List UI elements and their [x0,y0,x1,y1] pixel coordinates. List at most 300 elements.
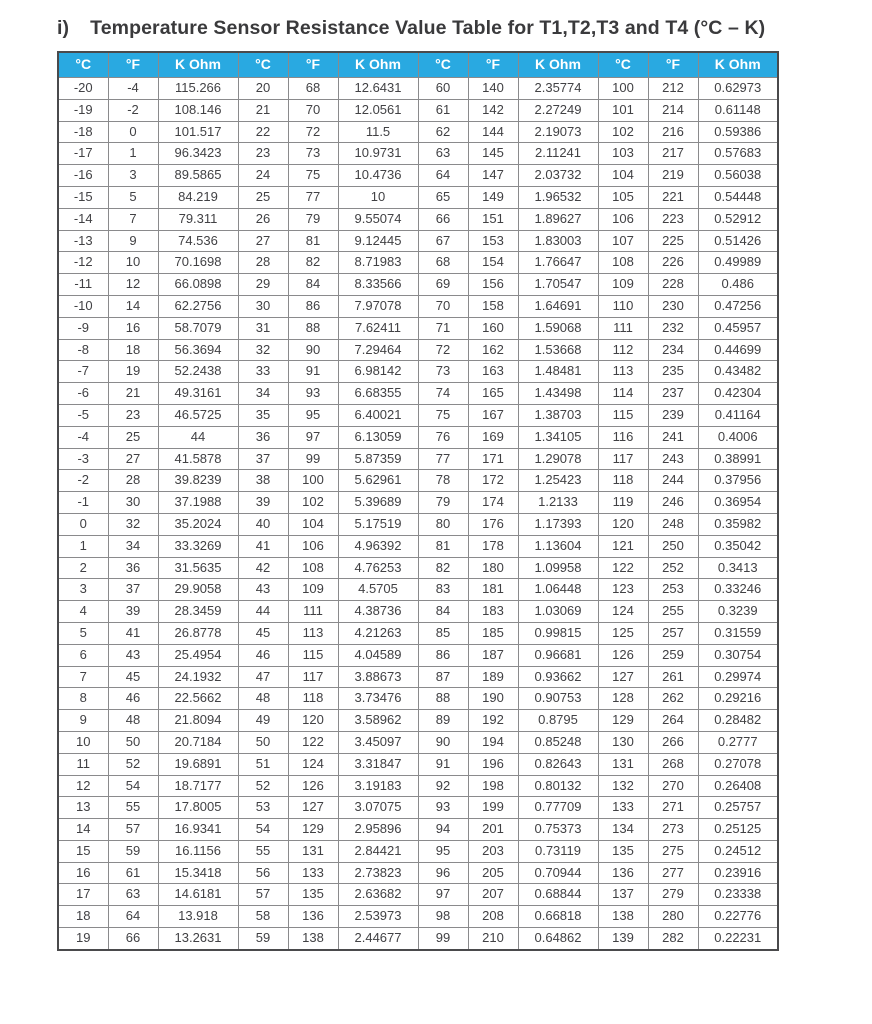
cell-kohm: 108.146 [158,99,238,121]
cell-celsius: 71 [418,317,468,339]
cell-kohm: 0.4006 [698,426,778,448]
cell-kohm: 1.43498 [518,383,598,405]
cell-kohm: 8.33566 [338,274,418,296]
cell-celsius: 49 [238,710,288,732]
cell-fahrenheit: 111 [288,601,338,623]
cell-kohm: 41.5878 [158,448,238,470]
cell-celsius: 126 [598,644,648,666]
cell-kohm: 37.1988 [158,492,238,514]
cell-celsius: 13 [58,797,108,819]
cell-fahrenheit: 216 [648,121,698,143]
column-header-fahrenheit-4: °F [648,52,698,78]
cell-fahrenheit: 163 [468,361,518,383]
cell-celsius: 65 [418,186,468,208]
cell-fahrenheit: 178 [468,535,518,557]
cell-kohm: 49.3161 [158,383,238,405]
cell-celsius: 46 [238,644,288,666]
table-body [58,78,778,950]
table-row [58,535,778,557]
cell-kohm: 15.3418 [158,862,238,884]
table-row [58,622,778,644]
cell-kohm: 0.35982 [698,513,778,535]
cell-kohm: 0.64862 [518,928,598,950]
cell-kohm: 101.517 [158,121,238,143]
cell-celsius: 91 [418,753,468,775]
cell-celsius: 129 [598,710,648,732]
column-header-kohm-3: K Ohm [518,52,598,78]
cell-celsius: 127 [598,666,648,688]
cell-fahrenheit: 59 [108,840,158,862]
cell-celsius: 74 [418,383,468,405]
cell-celsius: 85 [418,622,468,644]
cell-kohm: 70.1698 [158,252,238,274]
cell-kohm: 16.9341 [158,819,238,841]
cell-fahrenheit: 180 [468,557,518,579]
cell-fahrenheit: 271 [648,797,698,819]
cell-celsius: 116 [598,426,648,448]
cell-fahrenheit: 129 [288,819,338,841]
cell-kohm: 0.38991 [698,448,778,470]
cell-fahrenheit: 198 [468,775,518,797]
cell-fahrenheit: 147 [468,165,518,187]
cell-celsius: 36 [238,426,288,448]
cell-fahrenheit: 189 [468,666,518,688]
cell-kohm: 0.70944 [518,862,598,884]
cell-fahrenheit: 237 [648,383,698,405]
cell-fahrenheit: 154 [468,252,518,274]
table-row [58,448,778,470]
cell-fahrenheit: 113 [288,622,338,644]
column-header-fahrenheit-3: °F [468,52,518,78]
cell-fahrenheit: 64 [108,906,158,928]
cell-kohm: 24.1932 [158,666,238,688]
cell-fahrenheit: 41 [108,622,158,644]
table-row [58,753,778,775]
cell-kohm: 5.62961 [338,470,418,492]
cell-celsius: 112 [598,339,648,361]
cell-celsius: 70 [418,295,468,317]
cell-fahrenheit: 27 [108,448,158,470]
cell-celsius: 77 [418,448,468,470]
cell-kohm: 4.38736 [338,601,418,623]
cell-kohm: 4.5705 [338,579,418,601]
cell-fahrenheit: 270 [648,775,698,797]
cell-fahrenheit: 3 [108,165,158,187]
cell-kohm: 13.2631 [158,928,238,950]
table-row [58,165,778,187]
cell-celsius: 80 [418,513,468,535]
cell-fahrenheit: 226 [648,252,698,274]
cell-fahrenheit: 122 [288,731,338,753]
cell-celsius: 35 [238,404,288,426]
cell-fahrenheit: 232 [648,317,698,339]
cell-celsius: 78 [418,470,468,492]
cell-celsius: -1 [58,492,108,514]
cell-celsius: 81 [418,535,468,557]
cell-kohm: 1.17393 [518,513,598,535]
cell-fahrenheit: 18 [108,339,158,361]
table-row [58,862,778,884]
cell-kohm: 74.536 [158,230,238,252]
cell-kohm: 0.42304 [698,383,778,405]
cell-kohm: 52.2438 [158,361,238,383]
cell-kohm: 2.27249 [518,99,598,121]
cell-fahrenheit: 248 [648,513,698,535]
cell-kohm: 0.68844 [518,884,598,906]
table-row [58,78,778,100]
cell-celsius: 94 [418,819,468,841]
cell-fahrenheit: 117 [288,666,338,688]
cell-kohm: 0.43482 [698,361,778,383]
cell-kohm: 1.83003 [518,230,598,252]
cell-fahrenheit: 190 [468,688,518,710]
cell-kohm: 25.4954 [158,644,238,666]
cell-celsius: 56 [238,862,288,884]
cell-fahrenheit: 90 [288,339,338,361]
cell-celsius: 102 [598,121,648,143]
cell-kohm: 16.1156 [158,840,238,862]
cell-fahrenheit: 39 [108,601,158,623]
cell-celsius: 51 [238,753,288,775]
cell-celsius: 27 [238,230,288,252]
cell-fahrenheit: 235 [648,361,698,383]
cell-fahrenheit: -2 [108,99,158,121]
page-title [0,0,872,40]
table-row [58,906,778,928]
cell-celsius: 90 [418,731,468,753]
cell-fahrenheit: 207 [468,884,518,906]
cell-kohm: 2.63682 [338,884,418,906]
cell-celsius: 99 [418,928,468,950]
table-row [58,731,778,753]
cell-kohm: 79.311 [158,208,238,230]
cell-celsius: 68 [418,252,468,274]
cell-celsius: 29 [238,274,288,296]
cell-fahrenheit: 212 [648,78,698,100]
cell-celsius: -10 [58,295,108,317]
table-row [58,928,778,950]
table-row [58,317,778,339]
cell-fahrenheit: 91 [288,361,338,383]
cell-fahrenheit: -4 [108,78,158,100]
cell-fahrenheit: 63 [108,884,158,906]
cell-kohm: 4.96392 [338,535,418,557]
cell-fahrenheit: 225 [648,230,698,252]
cell-celsius: 124 [598,601,648,623]
cell-kohm: 12.6431 [338,78,418,100]
table-row [58,186,778,208]
cell-celsius: 41 [238,535,288,557]
cell-kohm: 6.98142 [338,361,418,383]
cell-fahrenheit: 181 [468,579,518,601]
cell-kohm: 0.28482 [698,710,778,732]
cell-fahrenheit: 165 [468,383,518,405]
cell-kohm: 0.61148 [698,99,778,121]
cell-kohm: 20.7184 [158,731,238,753]
cell-kohm: 1.64691 [518,295,598,317]
cell-kohm: 10.9731 [338,143,418,165]
cell-kohm: 0.30754 [698,644,778,666]
cell-celsius: -18 [58,121,108,143]
cell-celsius: -7 [58,361,108,383]
cell-kohm: 1.59068 [518,317,598,339]
cell-fahrenheit: 12 [108,274,158,296]
cell-fahrenheit: 172 [468,470,518,492]
cell-kohm: 8.71983 [338,252,418,274]
cell-celsius: -19 [58,99,108,121]
cell-kohm: 1.13604 [518,535,598,557]
cell-kohm: 2.53973 [338,906,418,928]
cell-celsius: 115 [598,404,648,426]
cell-kohm: 6.13059 [338,426,418,448]
cell-kohm: 0.24512 [698,840,778,862]
cell-kohm: 0.62973 [698,78,778,100]
cell-fahrenheit: 66 [108,928,158,950]
cell-fahrenheit: 208 [468,906,518,928]
cell-fahrenheit: 219 [648,165,698,187]
cell-fahrenheit: 169 [468,426,518,448]
cell-celsius: 50 [238,731,288,753]
title-index: i) [57,17,70,39]
cell-kohm: 3.88673 [338,666,418,688]
cell-celsius: 114 [598,383,648,405]
cell-fahrenheit: 104 [288,513,338,535]
cell-fahrenheit: 124 [288,753,338,775]
cell-fahrenheit: 95 [288,404,338,426]
cell-celsius: 138 [598,906,648,928]
cell-celsius: 82 [418,557,468,579]
cell-fahrenheit: 140 [468,78,518,100]
cell-celsius: 118 [598,470,648,492]
cell-celsius: 83 [418,579,468,601]
cell-kohm: 0.45957 [698,317,778,339]
cell-celsius: 16 [58,862,108,884]
cell-kohm: 0.59386 [698,121,778,143]
cell-celsius: 20 [238,78,288,100]
cell-fahrenheit: 151 [468,208,518,230]
cell-kohm: 10 [338,186,418,208]
cell-celsius: 117 [598,448,648,470]
cell-celsius: -2 [58,470,108,492]
cell-kohm: 5.87359 [338,448,418,470]
cell-kohm: 0.36954 [698,492,778,514]
cell-kohm: 6.68355 [338,383,418,405]
cell-fahrenheit: 21 [108,383,158,405]
cell-celsius: 40 [238,513,288,535]
cell-celsius: 128 [598,688,648,710]
cell-celsius: 134 [598,819,648,841]
cell-celsius: 30 [238,295,288,317]
cell-kohm: 2.44677 [338,928,418,950]
column-header-celsius-2: °C [238,52,288,78]
cell-fahrenheit: 199 [468,797,518,819]
cell-fahrenheit: 201 [468,819,518,841]
cell-kohm: 39.8239 [158,470,238,492]
cell-fahrenheit: 185 [468,622,518,644]
cell-fahrenheit: 279 [648,884,698,906]
column-header-celsius-4: °C [598,52,648,78]
cell-fahrenheit: 239 [648,404,698,426]
cell-fahrenheit: 115 [288,644,338,666]
cell-celsius: 98 [418,906,468,928]
cell-kohm: 0.96681 [518,644,598,666]
cell-fahrenheit: 70 [288,99,338,121]
cell-kohm: 89.5865 [158,165,238,187]
cell-kohm: 1.53668 [518,339,598,361]
cell-celsius: 17 [58,884,108,906]
cell-celsius: 31 [238,317,288,339]
cell-celsius: 44 [238,601,288,623]
cell-celsius: 105 [598,186,648,208]
cell-kohm: 2.03732 [518,165,598,187]
cell-fahrenheit: 280 [648,906,698,928]
cell-fahrenheit: 57 [108,819,158,841]
cell-kohm: 9.12445 [338,230,418,252]
cell-fahrenheit: 7 [108,208,158,230]
cell-fahrenheit: 45 [108,666,158,688]
cell-fahrenheit: 93 [288,383,338,405]
cell-celsius: 123 [598,579,648,601]
cell-kohm: 0.73119 [518,840,598,862]
cell-fahrenheit: 228 [648,274,698,296]
cell-kohm: 0.85248 [518,731,598,753]
cell-fahrenheit: 282 [648,928,698,950]
table-row [58,274,778,296]
cell-kohm: 0.57683 [698,143,778,165]
table-row [58,295,778,317]
cell-kohm: 13.918 [158,906,238,928]
cell-celsius: 119 [598,492,648,514]
cell-kohm: 6.40021 [338,404,418,426]
table-row [58,492,778,514]
cell-kohm: 0.2777 [698,731,778,753]
cell-kohm: 35.2024 [158,513,238,535]
cell-celsius: 43 [238,579,288,601]
cell-fahrenheit: 28 [108,470,158,492]
cell-kohm: 2.84421 [338,840,418,862]
cell-celsius: 6 [58,644,108,666]
cell-celsius: 58 [238,906,288,928]
cell-celsius: 139 [598,928,648,950]
cell-fahrenheit: 30 [108,492,158,514]
table-row [58,884,778,906]
cell-kohm: 0.31559 [698,622,778,644]
table-row [58,775,778,797]
cell-fahrenheit: 108 [288,557,338,579]
cell-kohm: 3.07075 [338,797,418,819]
cell-fahrenheit: 135 [288,884,338,906]
cell-celsius: -9 [58,317,108,339]
cell-fahrenheit: 156 [468,274,518,296]
cell-celsius: 107 [598,230,648,252]
cell-fahrenheit: 106 [288,535,338,557]
cell-kohm: 1.70547 [518,274,598,296]
cell-kohm: 1.34105 [518,426,598,448]
cell-kohm: 0.22776 [698,906,778,928]
cell-fahrenheit: 84 [288,274,338,296]
cell-celsius: 19 [58,928,108,950]
cell-fahrenheit: 160 [468,317,518,339]
cell-kohm: 46.5725 [158,404,238,426]
cell-celsius: 64 [418,165,468,187]
cell-celsius: 131 [598,753,648,775]
cell-celsius: 96 [418,862,468,884]
cell-celsius: -5 [58,404,108,426]
cell-celsius: 73 [418,361,468,383]
cell-kohm: 17.8005 [158,797,238,819]
cell-kohm: 0.52912 [698,208,778,230]
cell-kohm: 5.39689 [338,492,418,514]
cell-kohm: 0.77709 [518,797,598,819]
table-row [58,208,778,230]
cell-celsius: 92 [418,775,468,797]
cell-fahrenheit: 43 [108,644,158,666]
table-row [58,383,778,405]
cell-celsius: 47 [238,666,288,688]
cell-kohm: 0.51426 [698,230,778,252]
cell-kohm: 2.73823 [338,862,418,884]
cell-celsius: 32 [238,339,288,361]
cell-fahrenheit: 50 [108,731,158,753]
cell-fahrenheit: 268 [648,753,698,775]
cell-celsius: 37 [238,448,288,470]
cell-kohm: 11.5 [338,121,418,143]
cell-celsius: -6 [58,383,108,405]
cell-fahrenheit: 23 [108,404,158,426]
cell-celsius: 1 [58,535,108,557]
cell-fahrenheit: 72 [288,121,338,143]
cell-celsius: 55 [238,840,288,862]
cell-celsius: 101 [598,99,648,121]
cell-kohm: 0.29974 [698,666,778,688]
cell-fahrenheit: 52 [108,753,158,775]
cell-kohm: 19.6891 [158,753,238,775]
cell-fahrenheit: 174 [468,492,518,514]
cell-celsius: 84 [418,601,468,623]
cell-kohm: 0.80132 [518,775,598,797]
cell-celsius: 8 [58,688,108,710]
cell-kohm: 0.75373 [518,819,598,841]
cell-celsius: 75 [418,404,468,426]
cell-fahrenheit: 214 [648,99,698,121]
cell-fahrenheit: 230 [648,295,698,317]
cell-celsius: -11 [58,274,108,296]
cell-fahrenheit: 264 [648,710,698,732]
cell-kohm: 14.6181 [158,884,238,906]
cell-celsius: 62 [418,121,468,143]
cell-fahrenheit: 244 [648,470,698,492]
cell-celsius: 103 [598,143,648,165]
cell-fahrenheit: 79 [288,208,338,230]
cell-kohm: 10.4736 [338,165,418,187]
cell-kohm: 56.3694 [158,339,238,361]
cell-celsius: 2 [58,557,108,579]
cell-kohm: 1.25423 [518,470,598,492]
cell-celsius: 33 [238,361,288,383]
cell-kohm: 21.8094 [158,710,238,732]
cell-fahrenheit: 25 [108,426,158,448]
column-header-kohm-4: K Ohm [698,52,778,78]
cell-fahrenheit: 109 [288,579,338,601]
cell-celsius: 11 [58,753,108,775]
cell-kohm: 0.29216 [698,688,778,710]
cell-celsius: 25 [238,186,288,208]
cell-celsius: 72 [418,339,468,361]
cell-celsius: 7 [58,666,108,688]
cell-celsius: 88 [418,688,468,710]
cell-fahrenheit: 81 [288,230,338,252]
cell-kohm: 0.99815 [518,622,598,644]
